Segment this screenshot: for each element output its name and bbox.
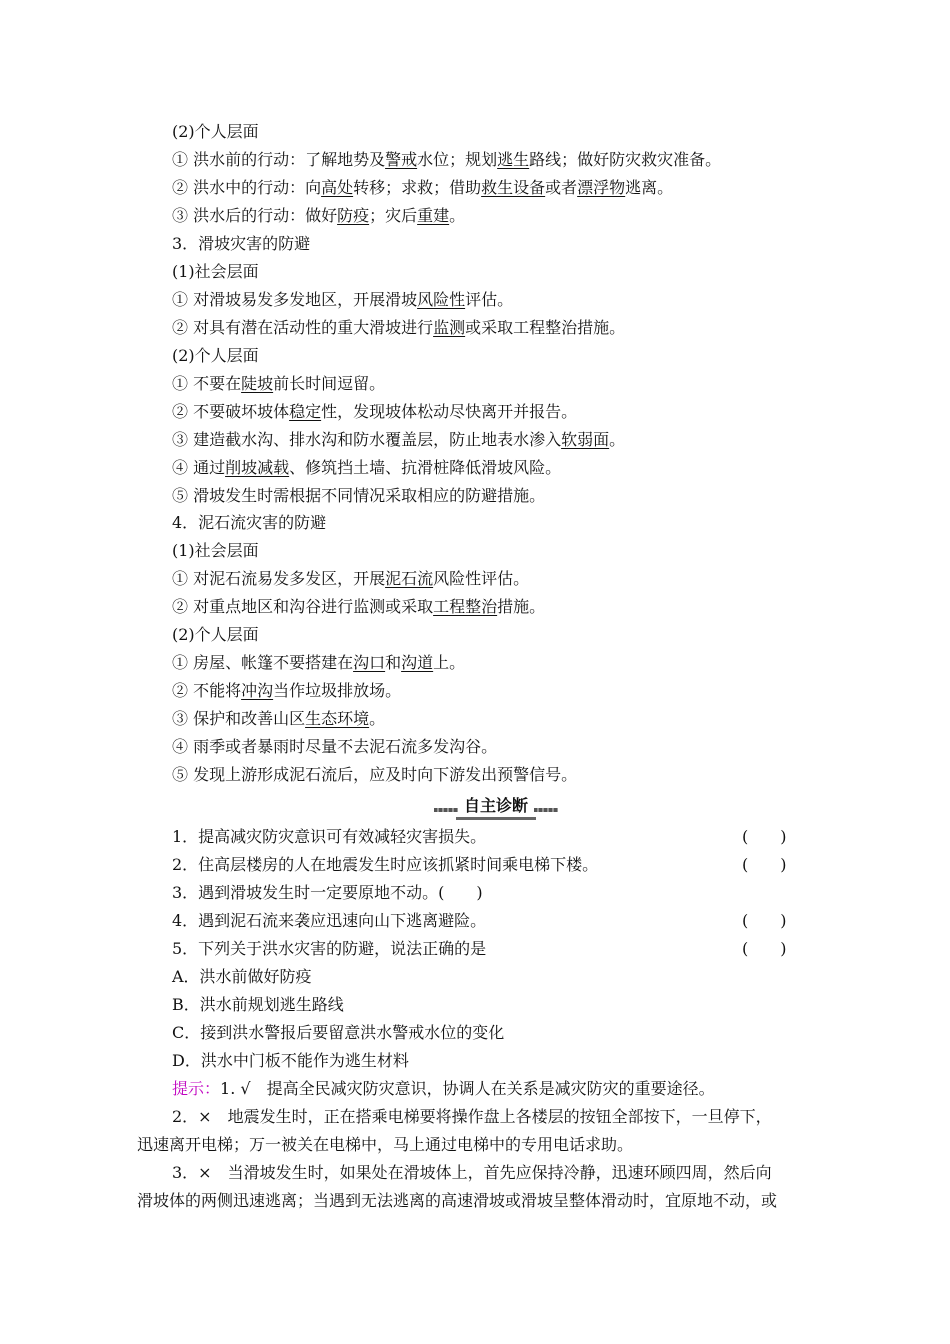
flood-during-item: ② 洪水中的行动：向高处转移；求救；借助救生设备或者漂浮物逃离。: [172, 178, 674, 197]
answer-blank: ( ): [742, 911, 787, 930]
landslide-social-item: ① 对滑坡易发多发地区，开展滑坡风险性评估。: [172, 290, 514, 309]
self-diagnosis-heading: [434, 794, 558, 820]
hint-label: 提示：: [172, 1079, 221, 1098]
answer-blank: ( ): [742, 827, 787, 846]
landslide-section-title: 3．滑坡灾害的防避: [172, 234, 311, 253]
flood-before-item: ① 洪水前的行动：了解地势及警戒水位；规划逃生路线；做好防灾救灾准备。: [172, 150, 722, 169]
option-d: D．洪水中门板不能作为逃生材料: [172, 1051, 409, 1070]
landslide-personal-item: ④ 通过削坡减载、修筑挡土墙、抗滑桩降低滑坡风险。: [172, 458, 562, 477]
debris-flow-personal-item: ④ 雨季或者暴雨时尽量不去泥石流多发沟谷。: [172, 737, 498, 756]
answer-blank: ( ): [742, 939, 787, 958]
question-item: 1．提高减灾防灾意识可有效减轻灾害损失。: [172, 827, 487, 846]
debris-flow-section-title: 4．泥石流灾害的防避: [172, 513, 327, 532]
flood-after-item: ③ 洪水后的行动：做好防疫；灾后重建。: [172, 206, 466, 225]
landslide-personal-title: (2)个人层面: [172, 346, 259, 365]
landslide-personal-item: ① 不要在陡坡前长时间逗留。: [172, 374, 386, 393]
debris-flow-personal-item: ③ 保护和改善山区生态环境。: [172, 709, 386, 728]
question-item: 2．住高层楼房的人在地震发生时应该抓紧时间乘电梯下楼。: [172, 855, 599, 874]
question-item: 5．下列关于洪水灾害的防避，说法正确的是: [172, 939, 487, 958]
debris-flow-personal-item: ⑤ 发现上游形成泥石流后，应及时向下游发出预警信号。: [172, 765, 578, 784]
landslide-personal-item: ③ 建造截水沟、排水沟和防水覆盖层，防止地表水渗入软弱面。: [172, 430, 626, 449]
heading-decoration: [434, 808, 458, 812]
landslide-social-title: (1)社会层面: [172, 262, 259, 281]
debris-flow-personal-item: ② 不能将冲沟当作垃圾排放场。: [172, 681, 402, 700]
heading-decoration: [534, 808, 558, 812]
answer-continuation: 迅速离开电梯；万一被关在电梯中，马上通过电梯中的专用电话求助。: [137, 1135, 634, 1154]
debris-flow-social-item: ① 对泥石流易发多发区，开展泥石流风险性评估。: [172, 569, 530, 588]
flood-personal-title: (2)个人层面: [172, 122, 259, 141]
answer-continuation: 滑坡体的两侧迅速逃离；当遇到无法逃离的高速滑坡或滑坡呈整体滑动时，宜原地不动，或: [137, 1191, 778, 1210]
debris-flow-social-title: (1)社会层面: [172, 541, 259, 560]
landslide-personal-item: ⑤ 滑坡发生时需根据不同情况采取相应的防避措施。: [172, 486, 546, 505]
heading-label: 自主诊断: [456, 795, 536, 820]
answer-item: 2．× 地震发生时，正在搭乘电梯要将操作盘上各楼层的按钮全部按下，一旦停下，: [172, 1107, 772, 1126]
question-item: 4．遇到泥石流来袭应迅速向山下逃离避险。: [172, 911, 487, 930]
answer-item: 提示：1. √ 提高全民减灾防灾意识，协调人在关系是减灾防灾的重要途径。: [172, 1079, 715, 1098]
answer-item: 3．× 当滑坡发生时，如果处在滑坡体上，首先应保持冷静，迅速环顾四周，然后向: [172, 1163, 772, 1182]
debris-flow-personal-item: ① 房屋、帐篷不要搭建在沟口和沟道上。: [172, 653, 466, 672]
answer-blank: ( ): [742, 855, 787, 874]
option-c: C．接到洪水警报后要留意洪水警戒水位的变化: [172, 1023, 505, 1042]
debris-flow-social-item: ② 对重点地区和沟谷进行监测或采取工程整治措施。: [172, 597, 546, 616]
landslide-social-item: ② 对具有潜在活动性的重大滑坡进行监测或采取工程整治措施。: [172, 318, 626, 337]
landslide-personal-item: ② 不要破坏坡体稳定性，发现坡体松动尽快离开并报告。: [172, 402, 578, 421]
debris-flow-personal-title: (2)个人层面: [172, 625, 259, 644]
option-b: B．洪水前规划逃生路线: [172, 995, 344, 1014]
option-a: A．洪水前做好防疫: [172, 967, 312, 986]
question-item: 3．遇到滑坡发生时一定要原地不动。( ): [172, 883, 483, 902]
